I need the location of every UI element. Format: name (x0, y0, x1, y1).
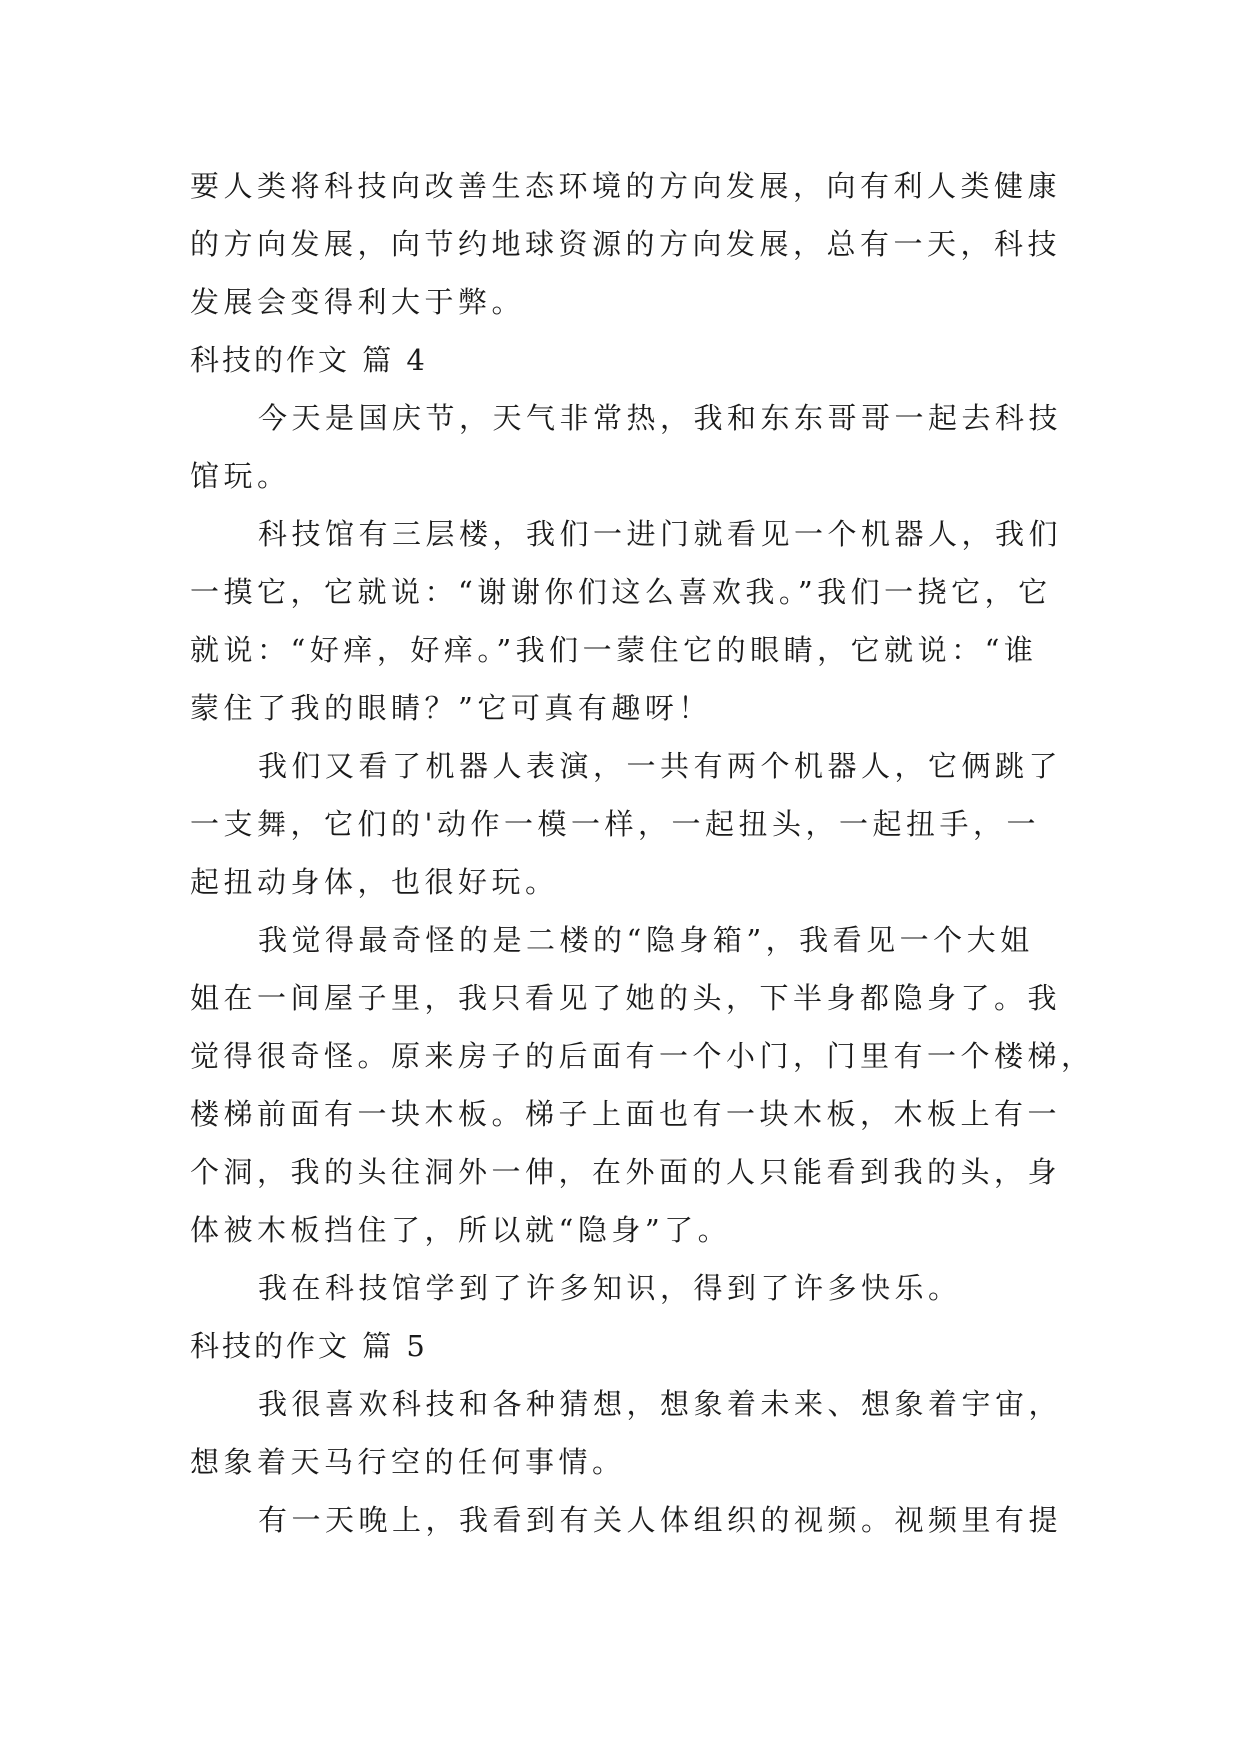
paragraph-start-line: 科技馆有三层楼，我们一进门就看见一个机器人，我们 (258, 517, 1063, 551)
text-line: 一支舞，它们的'动作一模一样，一起扭头，一起扭手，一 (190, 807, 1040, 841)
text-line: 楼梯前面有一块木板。梯子上面也有一块木板，木板上有一 (190, 1097, 1062, 1131)
paragraph-start-line: 有一天晚上，我看到有关人体组织的视频。视频里有提 (258, 1503, 1063, 1537)
section-heading-5: 科技的作文 篇 5 (190, 1329, 428, 1363)
text-line: 想象着天马行空的任何事情。 (190, 1445, 626, 1479)
section-heading-4: 科技的作文 篇 4 (190, 343, 428, 377)
text-line: 要人类将科技向改善生态环境的方向发展，向有利人类健康 (190, 169, 1062, 203)
document-body (190, 162, 1095, 1554)
text-line: 发展会变得利大于弊。 (190, 285, 526, 319)
text-line: 姐在一间屋子里，我只看见了她的头，下半身都隐身了。我 (190, 981, 1062, 1015)
text-line: 个洞，我的头往洞外一伸，在外面的人只能看到我的头，身 (190, 1155, 1062, 1189)
text-line: 觉得很奇怪。原来房子的后面有一个小门，门里有一个楼梯， (190, 1039, 1095, 1073)
paragraph-start-line: 今天是国庆节，天气非常热，我和东东哥哥一起去科技 (258, 401, 1063, 435)
text-line: 就说：“好痒，好痒。”我们一蒙住它的眼睛，它就说：“谁 (190, 633, 1038, 667)
paragraph-start-line: 我很喜欢科技和各种猜想，想象着未来、想象着宇宙， (258, 1387, 1063, 1421)
text-line: 起扭动身体，也很好玩。 (190, 865, 559, 899)
paragraph-start-line: 我们又看了机器人表演，一共有两个机器人，它俩跳了 (258, 749, 1063, 783)
text-line: 馆玩。 (190, 459, 291, 493)
text-line: 蒙住了我的眼睛？”它可真有趣呀！ (190, 691, 712, 725)
paragraph-start-line: 我觉得最奇怪的是二楼的“隐身箱”，我看见一个大姐 (258, 923, 1034, 957)
text-line: 的方向发展，向节约地球资源的方向发展，总有一天，科技 (190, 227, 1062, 261)
text-line: 体被木板挡住了，所以就“隐身”了。 (190, 1213, 732, 1247)
text-line: 一摸它，它就说：“谢谢你们这么喜欢我。”我们一挠它，它 (190, 575, 1052, 609)
paragraph-start-line: 我在科技馆学到了许多知识，得到了许多快乐。 (258, 1271, 962, 1305)
